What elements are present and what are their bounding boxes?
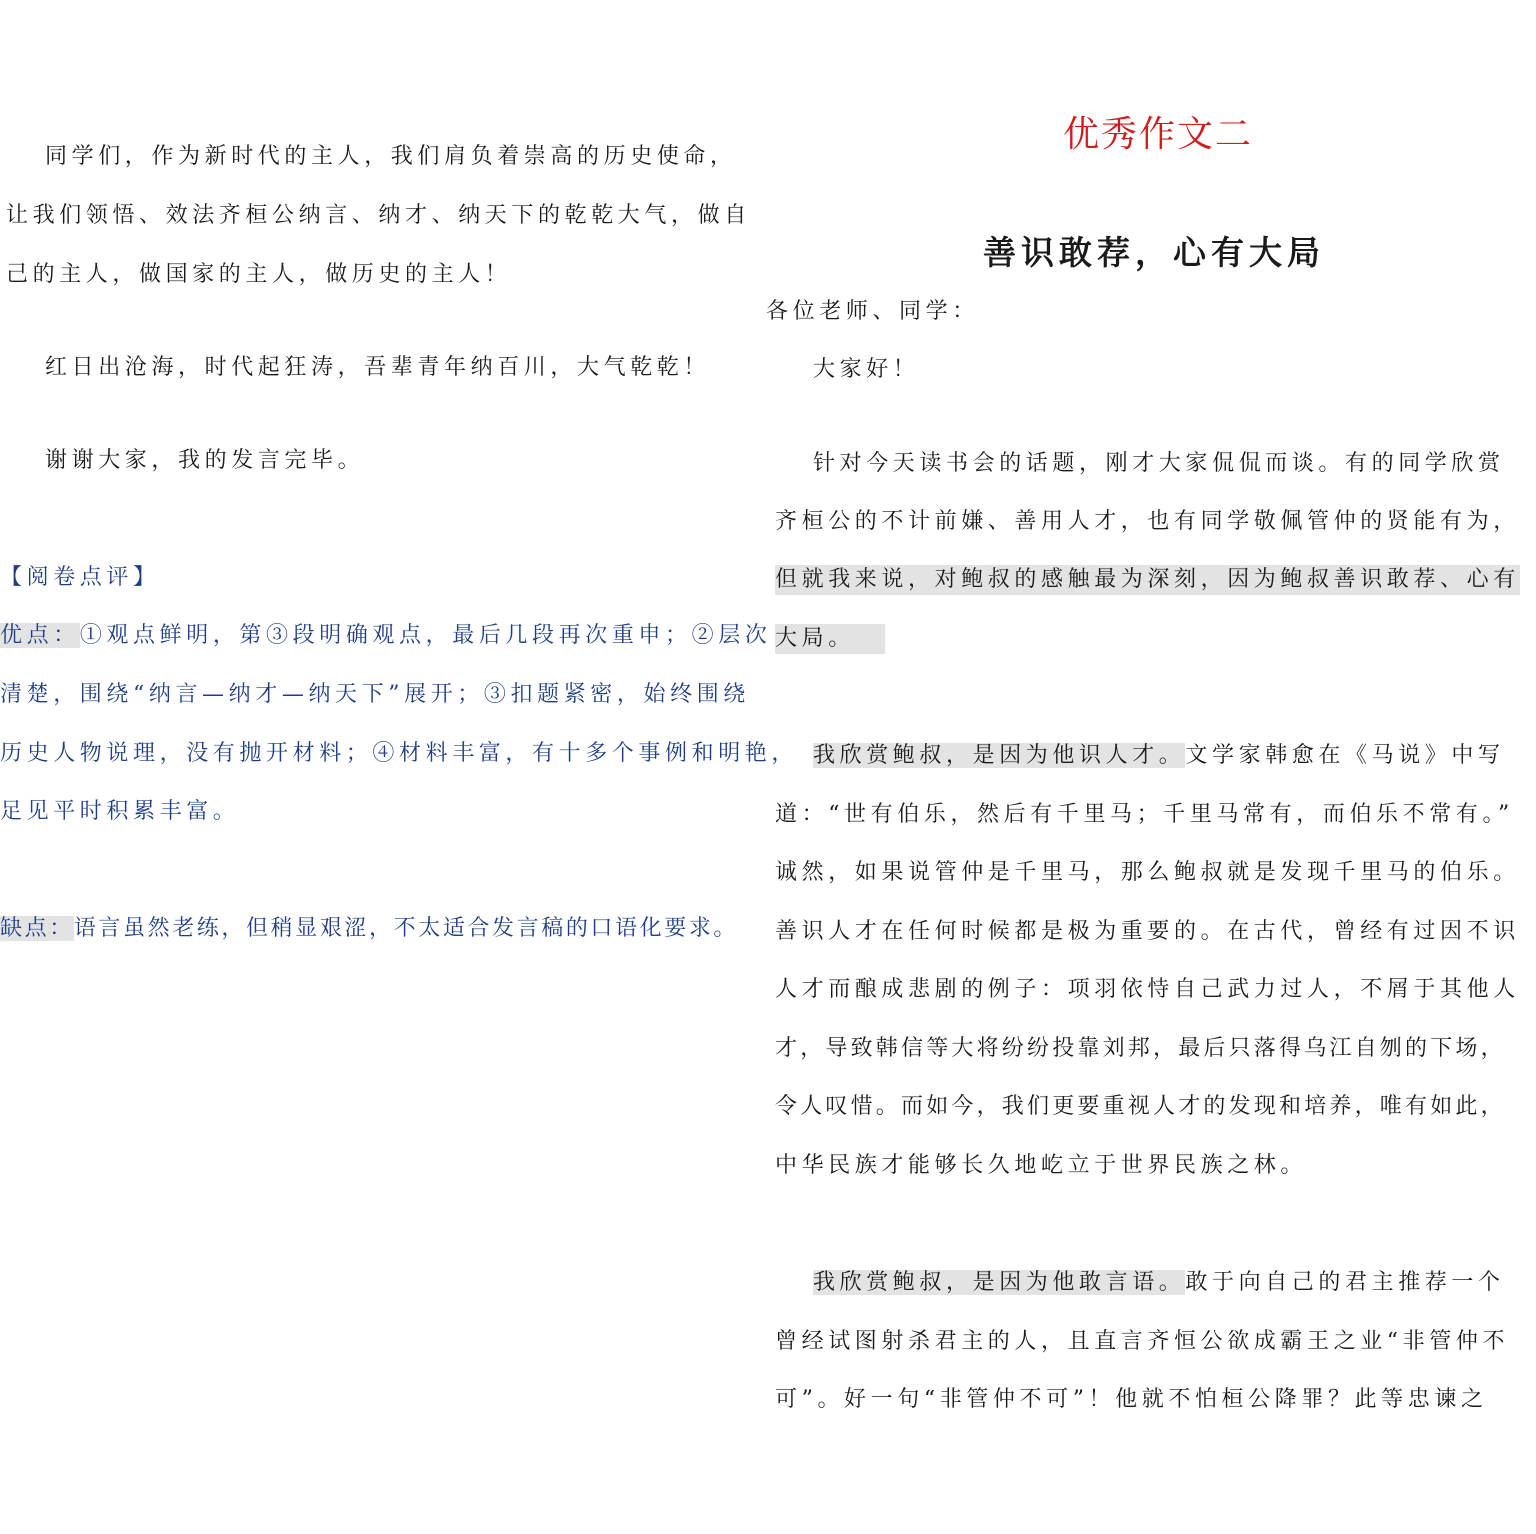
essay-title: 善识敢荐，心有大局 — [983, 233, 1325, 272]
para2-line: 令人叹惜。而如今，我们更要重视人才的发现和培养，唯有如此， — [775, 1094, 1506, 1119]
merits-line: 历史人物说理，没有抛开材料；④材料丰富，有十多个事例和明艳， — [0, 741, 799, 766]
closing-line: 己的主人，做国家的主人，做历史的主人！ — [6, 262, 512, 287]
demerits-text: 语言虽然老练，但稍显艰涩，不太适合发言稿的口语化要求。 — [73, 916, 739, 941]
merits-line — [0, 621, 771, 651]
para2-line: 道：“世有伯乐，然后有千里马；千里马常有，而伯乐不常有。” — [775, 802, 1514, 827]
section-title: 优秀作文二 — [1063, 114, 1254, 155]
demerits-line — [0, 914, 738, 944]
review-heading: 【阅卷点评】 — [0, 565, 160, 590]
para1-line-highlight: 大局。 — [775, 624, 885, 654]
closing-line: 同学们，作为新时代的主人，我们肩负着崇高的历史使命， — [45, 144, 737, 169]
merits-label: 优点： — [0, 623, 80, 648]
para2-lead: 我欣赏鲍叔，是因为他识人才。 — [813, 743, 1186, 768]
para1-line: 针对今天读书会的话题，刚才大家侃侃而谈。有的同学欣赏 — [813, 451, 1505, 476]
salutation: 各位老师、同学： — [766, 299, 979, 324]
para1-line: 齐桓公的不计前嫌、善用人才，也有同学敬佩管仲的贤能有为， — [775, 509, 1520, 534]
para2-first-line — [813, 741, 1505, 771]
para3-lead: 我欣赏鲍叔，是因为他敢言语。 — [813, 1270, 1186, 1295]
demerits-label: 缺点： — [0, 916, 74, 941]
para2-line: 人才而酿成悲剧的例子：项羽依恃自己武力过人，不屑于其他人 — [775, 977, 1520, 1002]
para3-rest: 敢于向自己的君主推荐一个 — [1185, 1270, 1505, 1295]
para1-line-highlight: 但就我来说，对鲍叔的感触最为深刻，因为鲍叔善识敢荐、心有 — [775, 565, 1520, 595]
slogan-line: 红日出沧海，时代起狂涛，吾辈青年纳百川，大气乾乾！ — [45, 355, 711, 380]
para2-line: 中华民族才能够长久地屹立于世界民族之林。 — [775, 1153, 1308, 1178]
para2-rest: 文学家韩愈在《马说》中写 — [1185, 743, 1505, 768]
merits-line: 足见平时积累丰富。 — [0, 799, 240, 824]
thanks-line: 谢谢大家，我的发言完毕。 — [45, 448, 365, 473]
para2-line: 善识人才在任何时候都是极为重要的。在古代，曾经有过因不识 — [775, 919, 1520, 944]
greeting: 大家好！ — [813, 357, 920, 382]
para2-line: 诚然，如果说管仲是千里马，那么鲍叔就是发现千里马的伯乐。 — [775, 860, 1520, 885]
para3-line: 可”。好一句“非管仲不可”！他就不怕桓公降罪？此等忠谏之 — [775, 1387, 1488, 1412]
para3-line: 曾经试图射杀君主的人，且直言齐恒公欲成霸王之业“非管仲不 — [775, 1329, 1510, 1354]
merits-line: 清楚，围绕“纳言—纳才—纳天下”展开；③扣题紧密，始终围绕 — [0, 682, 750, 707]
para2-line: 才，导致韩信等大将纷纷投靠刘邦，最后只落得乌江自刎的下场， — [775, 1036, 1506, 1061]
para3-first-line — [813, 1268, 1505, 1298]
merits-text: ①观点鲜明，第③段明确观点，最后几段再次重申；②层次 — [79, 623, 772, 648]
closing-line: 让我们领悟、效法齐桓公纳言、纳才、纳天下的乾乾大气，做自 — [6, 203, 751, 228]
